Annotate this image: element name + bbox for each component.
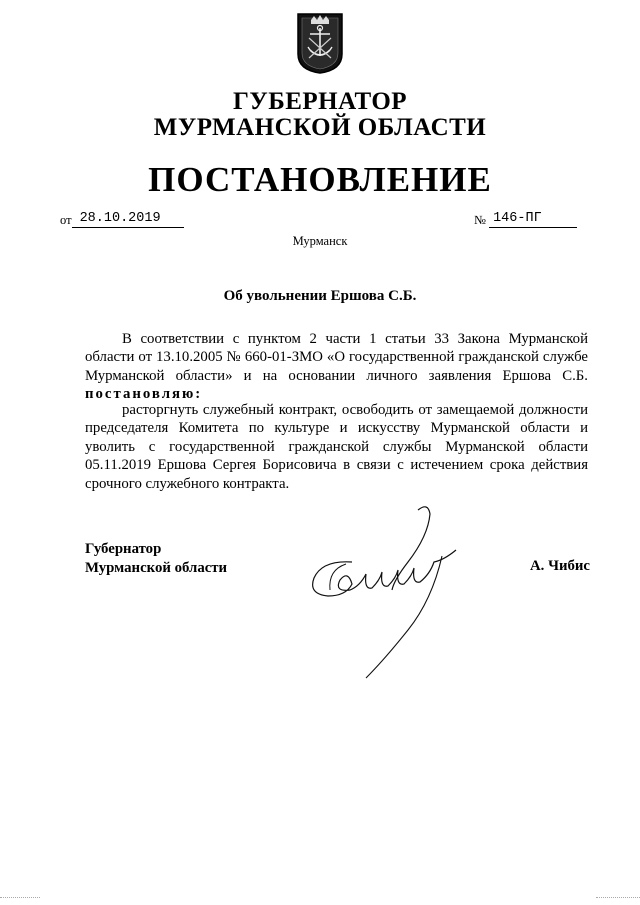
document-subject: Об увольнении Ершова С.Б. xyxy=(223,288,417,304)
handwritten-signature xyxy=(300,500,480,690)
document-number: 146-ПГ xyxy=(489,211,577,228)
basis-text: В соответствии с пунктом 2 части 1 статьи 33 Закона Мурманской области от 13.10.2005 № 660-01-ЗМО «О государственной гражданской службе Мурманской области» и на основании личного заявления Ершова С.Б. xyxy=(85,331,588,384)
paragraph-basis xyxy=(85,330,588,404)
scan-artifact xyxy=(596,897,640,898)
paragraph-resolution: расторгнуть служебный контракт, освободить от замещаемой должности председателя Комитета по культуре и искусству Мурманской области и уволить с государственной гражданской службы Мурманской области 05.11.2019 Ершова Сергея Борисовича в связи с истечением срока действия срочного служебного контракта. xyxy=(85,402,588,492)
document-type-title: ПОСТАНОВЛЕНИЕ xyxy=(148,160,492,199)
city-label: Мурманск xyxy=(292,234,348,248)
signatory-position-line2: Мурманской области xyxy=(85,559,228,576)
scan-artifact xyxy=(0,897,40,898)
number-prefix: № xyxy=(474,213,486,227)
resolution-keyword: постановляю: xyxy=(85,386,203,403)
number-row xyxy=(474,211,577,228)
document-date: 28.10.2019 xyxy=(72,211,184,228)
issuer-title-line2: МУРМАНСКОЙ ОБЛАСТИ xyxy=(153,114,487,141)
issuer-title-line1: ГУБЕРНАТОР xyxy=(232,88,408,115)
signatory-position-line1: Губернатор xyxy=(85,541,162,557)
date-prefix: от xyxy=(60,213,72,227)
coat-of-arms-icon xyxy=(296,12,344,74)
signatory-position xyxy=(85,540,227,577)
signatory-name: А. Чибис xyxy=(530,558,590,574)
date-row xyxy=(60,211,184,228)
